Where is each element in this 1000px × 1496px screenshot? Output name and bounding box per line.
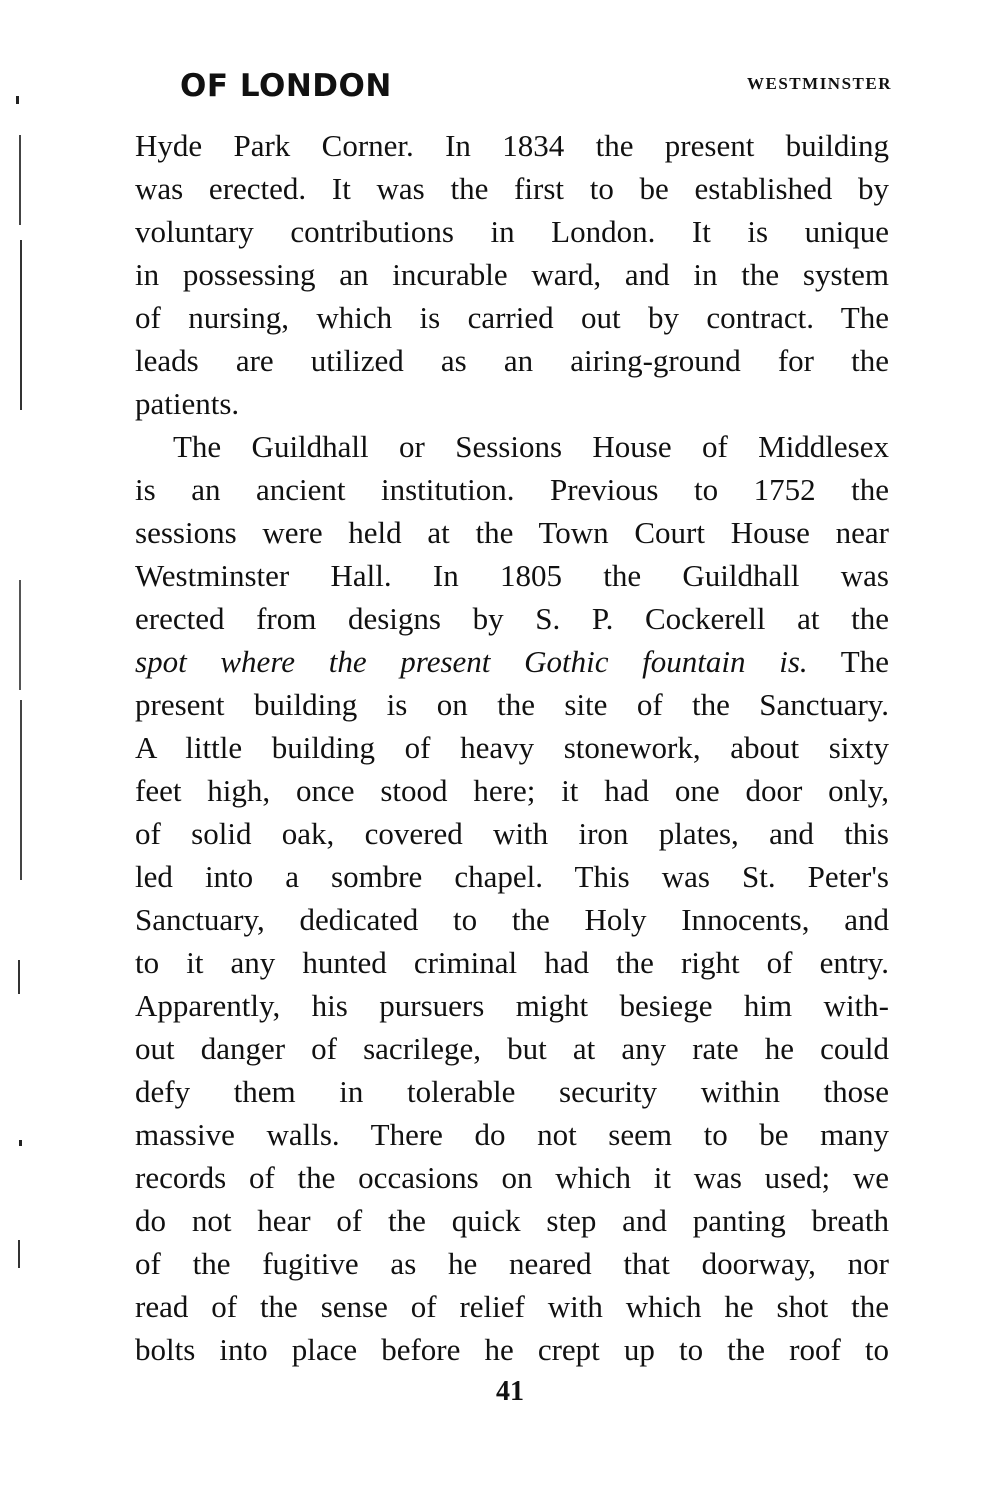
text-line: sessions were held at the Town Court House near xyxy=(135,515,889,550)
text-line: records of the occasions on which it was used; we xyxy=(135,1160,889,1195)
text-line: of solid oak, covered with iron plates, and this xyxy=(135,816,889,851)
text-line: is an ancient institution. Previous to 1752 the xyxy=(135,472,889,507)
text-line: Westminster Hall. In 1805 the Guildhall was xyxy=(135,558,889,593)
text-line: of the fugitive as he neared that doorway, nor xyxy=(135,1246,889,1281)
text-line: was erected. It was the first to be established by xyxy=(135,171,889,206)
running-head-title: OF LONDON xyxy=(180,68,392,104)
text-line: do not hear of the quick step and panting breath xyxy=(135,1203,889,1238)
page-number: 41 xyxy=(496,1376,524,1407)
text-line: present building is on the site of the Sanctuary. xyxy=(135,687,889,722)
text-line: voluntary contributions in London. It is unique xyxy=(135,214,889,249)
running-head xyxy=(180,66,892,106)
running-head-section: WESTMINSTER xyxy=(747,74,892,93)
text-line: read of the sense of relief with which he shot the xyxy=(135,1289,889,1324)
text-line: to it any hunted criminal had the right of entry. xyxy=(135,945,889,980)
text-line: massive walls. There do not seem to be many xyxy=(135,1117,889,1152)
text-line: out danger of sacrilege, but at any rate he could xyxy=(135,1031,889,1066)
body-text xyxy=(135,124,889,1371)
text-line: Sanctuary, dedicated to the Holy Innocents, and xyxy=(135,902,889,937)
text-line: leads are utilized as an airing-ground for the xyxy=(135,343,889,378)
text-line: led into a sombre chapel. This was St. Peter's xyxy=(135,859,889,894)
text-line: patients. xyxy=(135,386,240,421)
text-line: in possessing an incurable ward, and in the system xyxy=(135,257,889,292)
text-line: bolts into place before he crept up to the roof to xyxy=(135,1332,889,1367)
text-line: spot where the present Gothic fountain is. The xyxy=(135,644,889,679)
text-line: defy them in tolerable security within those xyxy=(135,1074,889,1109)
text-line: Apparently, his pursuers might besiege him with- xyxy=(135,988,889,1023)
text-line: A little building of heavy stonework, about sixty xyxy=(135,730,889,765)
text-line: The Guildhall or Sessions House of Middlesex xyxy=(173,429,889,464)
italic-phrase: spot where the present Gothic fountain is. xyxy=(135,644,808,679)
text-line: Hyde Park Corner. In 1834 the present building xyxy=(135,128,889,163)
scan-gutter-marks xyxy=(14,60,44,1320)
text-line: erected from designs by S. P. Cockerell at the xyxy=(135,601,889,636)
text-line: feet high, once stood here; it had one door only, xyxy=(135,773,889,808)
text-line: of nursing, which is carried out by contract. The xyxy=(135,300,889,335)
